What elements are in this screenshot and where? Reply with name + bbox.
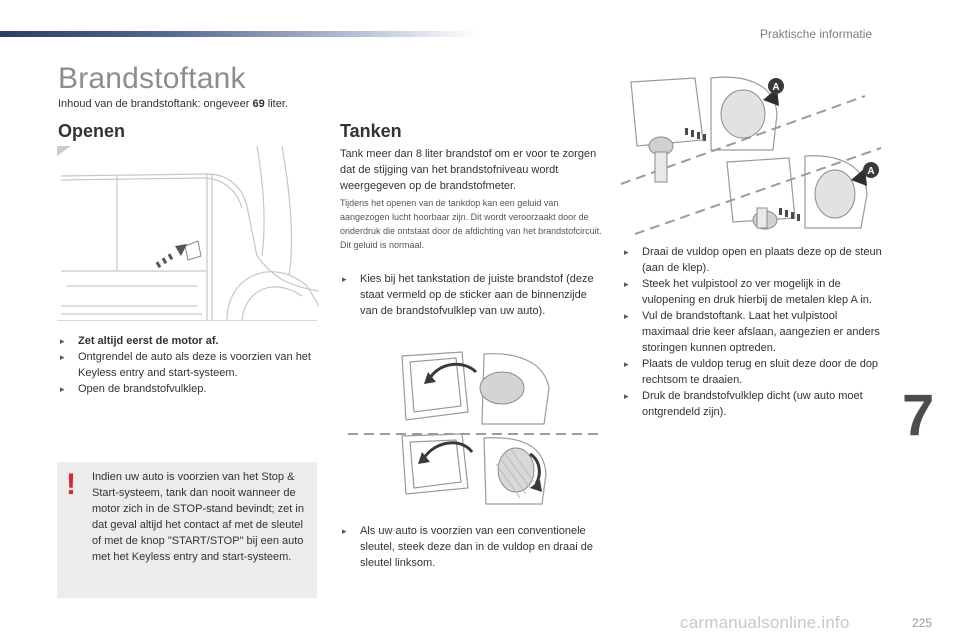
step-text: Plaats de vuldop terug en sluit deze door de dop rechtsom te draaien. xyxy=(642,358,879,386)
tanken-intro: Tank meer dan 8 liter brandstof om er voor te zorgen dat de stijging van het brandstofniveau wordt weergegeven op de brandstofmeter. xyxy=(340,148,597,192)
warning-text: Indien uw auto is voorzien van het Stop & Start-systeem, tank dan nooit wanneer de motor zich in de STOP-stand bevindt; zet in dat geval altijd het contact af met de sleutel of met de knop "START/STOP" bij een auto met het Keyless entry and start-systeem. xyxy=(92,471,304,563)
list-item xyxy=(340,523,604,571)
callout-a-label: A xyxy=(772,82,780,93)
list-item xyxy=(622,244,884,276)
van-fuel-flap-illustration xyxy=(57,146,319,320)
tanken-steps-right xyxy=(622,244,884,420)
list-item xyxy=(58,381,316,397)
step-text: Druk de brandstofvulklep dicht (uw auto moet ontgrendeld zijn). xyxy=(642,390,863,418)
step-text: Als uw auto is voorzien van een conventionele sleutel, steek deze dan in de vuldop en draai de sleutel linksom. xyxy=(360,525,593,569)
tanken-note: Tijdens het openen van de tankdop kan een geluid van aangezogen lucht hoorbaar zijn. Dit wordt veroorzaakt door de onderdruk die ontstaat door de afdichting van het brandstofcircuit. Dit geluid is normaal. xyxy=(340,198,602,250)
tanken-step-station xyxy=(340,271,602,319)
page-title: Brandstoftank xyxy=(58,62,246,95)
capacity-prefix: Inhoud van de brandstoftank: ongeveer xyxy=(58,98,253,110)
list-item xyxy=(622,356,884,388)
step-text: Open de brandstofvulklep. xyxy=(78,383,207,395)
bullet-icon: ▸ xyxy=(624,279,629,289)
bullet-icon: ▸ xyxy=(624,391,629,401)
divider-openen xyxy=(57,320,317,321)
bullet-icon: ▸ xyxy=(60,352,65,362)
bullet-icon: ▸ xyxy=(60,336,65,346)
step-text: Ontgrendel de auto als deze is voorzien van het Keyless entry and start-systeem. xyxy=(78,351,311,379)
watermark: carmanualsonline.info xyxy=(680,613,850,632)
header-bar xyxy=(0,31,480,37)
step-text: Draai de vuldop open en plaats deze op de steun (aan de klep). xyxy=(642,246,882,274)
bullet-icon: ▸ xyxy=(60,384,65,394)
openen-steps xyxy=(58,333,316,397)
list-item xyxy=(622,308,884,356)
bullet-icon: ▸ xyxy=(624,359,629,369)
step-text: Steek het vulpistool zo ver mogelijk in de vulopening en druk hierbij de metalen klep A in. xyxy=(642,278,872,306)
tanken-step-key xyxy=(340,523,604,571)
bullet-icon: ▸ xyxy=(342,274,347,284)
section-title: Praktische informatie xyxy=(760,27,873,41)
heading-tanken: Tanken xyxy=(340,121,402,141)
fuel-cap-key-illustration xyxy=(344,348,602,508)
heading-openen: Openen xyxy=(58,121,126,141)
step-text: Zet altijd eerst de motor af. xyxy=(78,335,219,347)
capacity-value: 69 xyxy=(252,98,265,110)
callout-a-label: A xyxy=(867,166,875,177)
list-item xyxy=(340,271,602,319)
chapter-number: 7 xyxy=(902,383,935,448)
list-item xyxy=(622,388,884,420)
capacity-suffix: liter. xyxy=(264,98,288,110)
warning-box xyxy=(57,462,317,598)
bullet-icon: ▸ xyxy=(342,526,347,536)
bullet-icon: ▸ xyxy=(624,247,629,257)
step-text: Vul de brandstoftank. Laat het vulpistool maximaal drie keer afslaan, aangezien er anders storingen kunnen optreden. xyxy=(642,310,880,354)
page-number: 225 xyxy=(912,616,933,630)
list-item xyxy=(58,349,316,381)
list-item xyxy=(622,276,884,308)
warning-icon: ! xyxy=(66,468,76,501)
fuel-nozzle-illustration xyxy=(615,70,885,240)
list-item xyxy=(58,333,316,349)
bullet-icon: ▸ xyxy=(624,311,629,321)
tank-capacity xyxy=(58,98,288,110)
step-text: Kies bij het tankstation de juiste brandstof (deze staat vermeld op de sticker aan de binnenzijde van de brandstofvulklep van uw auto). xyxy=(360,273,594,317)
